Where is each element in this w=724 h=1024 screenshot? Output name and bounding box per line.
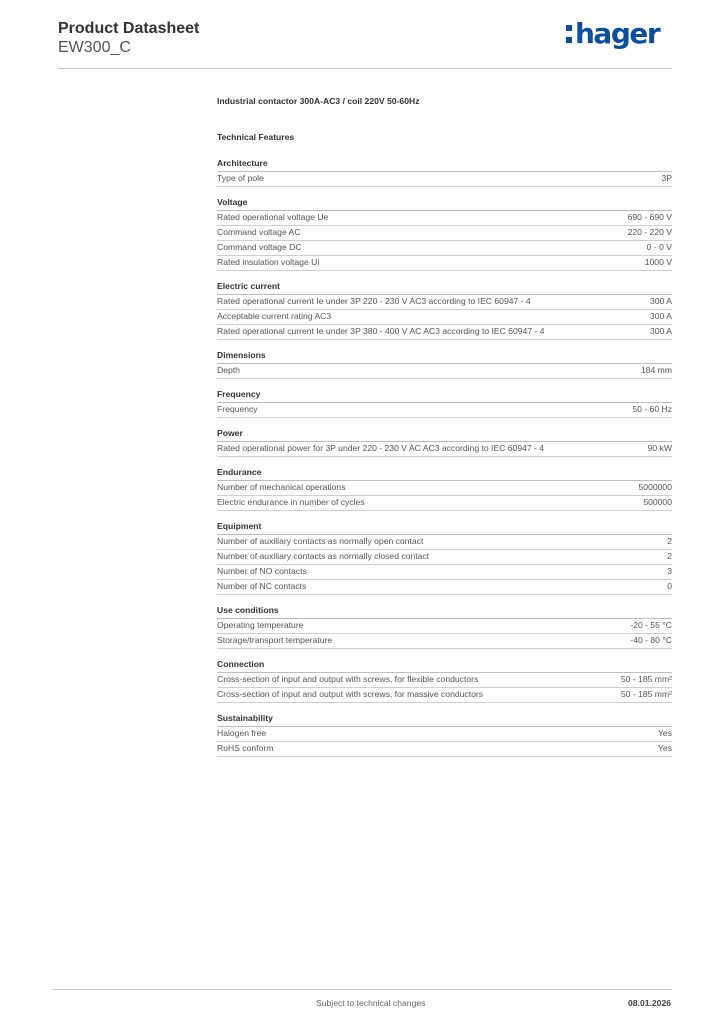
spec-value: Yes [657, 743, 672, 753]
spec-row [217, 403, 672, 418]
section-title: Sustainability [217, 713, 672, 727]
logo-dots-icon [566, 25, 572, 43]
spec-value: 300 A [650, 296, 672, 306]
spec-label: Command voltage AC [217, 227, 301, 237]
spec-label: Cross-section of input and output with screws, for flexible conductors [217, 674, 479, 684]
spec-value: 50 - 185 mm² [620, 674, 672, 684]
hager-logo [566, 18, 659, 50]
spec-label: Acceptable current rating AC3 [217, 311, 332, 321]
spec-value: 500000 [643, 497, 672, 507]
spec-row [217, 727, 672, 742]
spec-row [217, 688, 672, 703]
section-title: Use conditions [217, 605, 672, 619]
footer-date: 08.01.2026 [628, 998, 672, 1008]
spec-label: Number of mechanical operations [217, 482, 346, 492]
section-title: Endurance [217, 467, 672, 481]
spec-row [217, 364, 672, 379]
spec-row [217, 226, 672, 241]
spec-row [217, 172, 672, 187]
spec-label: Type of pole [217, 173, 264, 183]
spec-value: 0 [667, 581, 672, 591]
spec-value: 300 A [650, 311, 672, 321]
feature-section [217, 713, 672, 757]
spec-label: Rated operational voltage Ue [217, 212, 329, 222]
spec-value: 220 - 220 V [627, 227, 672, 237]
spec-row [217, 496, 672, 511]
feature-section [217, 350, 672, 379]
spec-value: 2 [667, 551, 672, 561]
spec-row [217, 550, 672, 565]
spec-value: -20 - 55 °C [630, 620, 672, 630]
spec-value: 2 [667, 536, 672, 546]
header-divider [58, 68, 672, 69]
spec-label: Operating temperature [217, 620, 304, 630]
spec-label: Rated operational current Ie under 3P 380 - 400 V AC AC3 according to IEC 60947 - 4 [217, 326, 545, 336]
spec-value: 184 mm [640, 365, 672, 375]
spec-value: 690 - 690 V [627, 212, 672, 222]
spec-label: Rated operational power for 3P under 220 - 230 V AC AC3 according to IEC 60947 - 4 [217, 443, 545, 453]
spec-label: Number of auxiliary contacts as normally open contact [217, 536, 424, 546]
feature-section [217, 467, 672, 511]
spec-row [217, 619, 672, 634]
section-title: Equipment [217, 521, 672, 535]
technical-features-title: Technical Features [217, 132, 295, 142]
document-title: Product Datasheet [58, 20, 200, 37]
section-title: Dimensions [217, 350, 672, 364]
spec-value: -40 - 80 °C [630, 635, 672, 645]
feature-section [217, 389, 672, 418]
spec-label: Number of NC contacts [217, 581, 307, 591]
product-code: EW300_C [58, 39, 131, 56]
feature-section [217, 281, 672, 340]
spec-row [217, 742, 672, 757]
spec-label: Cross-section of input and output with screws, for massive conductors [217, 689, 484, 699]
spec-row [217, 565, 672, 580]
spec-label: Number of NO contacts [217, 566, 307, 576]
section-title: Frequency [217, 389, 672, 403]
spec-value: 3 [667, 566, 672, 576]
feature-sections [217, 158, 672, 757]
section-title: Power [217, 428, 672, 442]
spec-label: Storage/transport temperature [217, 635, 333, 645]
spec-row [217, 325, 672, 340]
spec-row [217, 310, 672, 325]
spec-row [217, 580, 672, 595]
spec-row [217, 442, 672, 457]
spec-value: 0 - 0 V [646, 242, 672, 252]
spec-row [217, 295, 672, 310]
spec-row [217, 481, 672, 496]
spec-value: Yes [657, 728, 672, 738]
feature-section [217, 158, 672, 187]
spec-label: Frequency [217, 404, 258, 414]
spec-row [217, 211, 672, 226]
spec-row [217, 256, 672, 271]
spec-value: 1000 V [644, 257, 672, 267]
spec-label: RoHS conform [217, 743, 274, 753]
feature-section [217, 428, 672, 457]
section-title: Connection [217, 659, 672, 673]
feature-section [217, 521, 672, 595]
logo-text: hager [575, 17, 660, 50]
spec-row [217, 241, 672, 256]
feature-section [217, 197, 672, 271]
spec-row [217, 634, 672, 649]
spec-label: Rated operational current Ie under 3P 220 - 230 V AC3 according to IEC 60947 - 4 [217, 296, 531, 306]
spec-label: Number of auxiliary contacts as normally closed contact [217, 551, 430, 561]
spec-value: 50 - 185 mm² [620, 689, 672, 699]
spec-row [217, 673, 672, 688]
spec-label: Command voltage DC [217, 242, 302, 252]
datasheet-content [217, 96, 672, 767]
section-title: Electric current [217, 281, 672, 295]
spec-label: Halogen free [217, 728, 267, 738]
feature-section [217, 605, 672, 649]
footer-divider [52, 989, 672, 990]
spec-value: 300 A [650, 326, 672, 336]
spec-label: Depth [217, 365, 240, 375]
page-header [58, 17, 672, 70]
section-title: Architecture [217, 158, 672, 172]
product-description: Industrial contactor 300A-AC3 / coil 220V 50-60Hz [217, 96, 420, 106]
spec-value: 3P [661, 173, 672, 183]
spec-label: Rated insulation voltage Ui [217, 257, 320, 267]
section-title: Voltage [217, 197, 672, 211]
spec-value: 90 kW [647, 443, 672, 453]
spec-row [217, 535, 672, 550]
feature-section [217, 659, 672, 703]
spec-label: Electric endurance in number of cycles [217, 497, 365, 507]
footer-note: Subject to technical changes [316, 998, 426, 1008]
spec-value: 50 - 60 Hz [632, 404, 672, 414]
spec-value: 5000000 [638, 482, 672, 492]
